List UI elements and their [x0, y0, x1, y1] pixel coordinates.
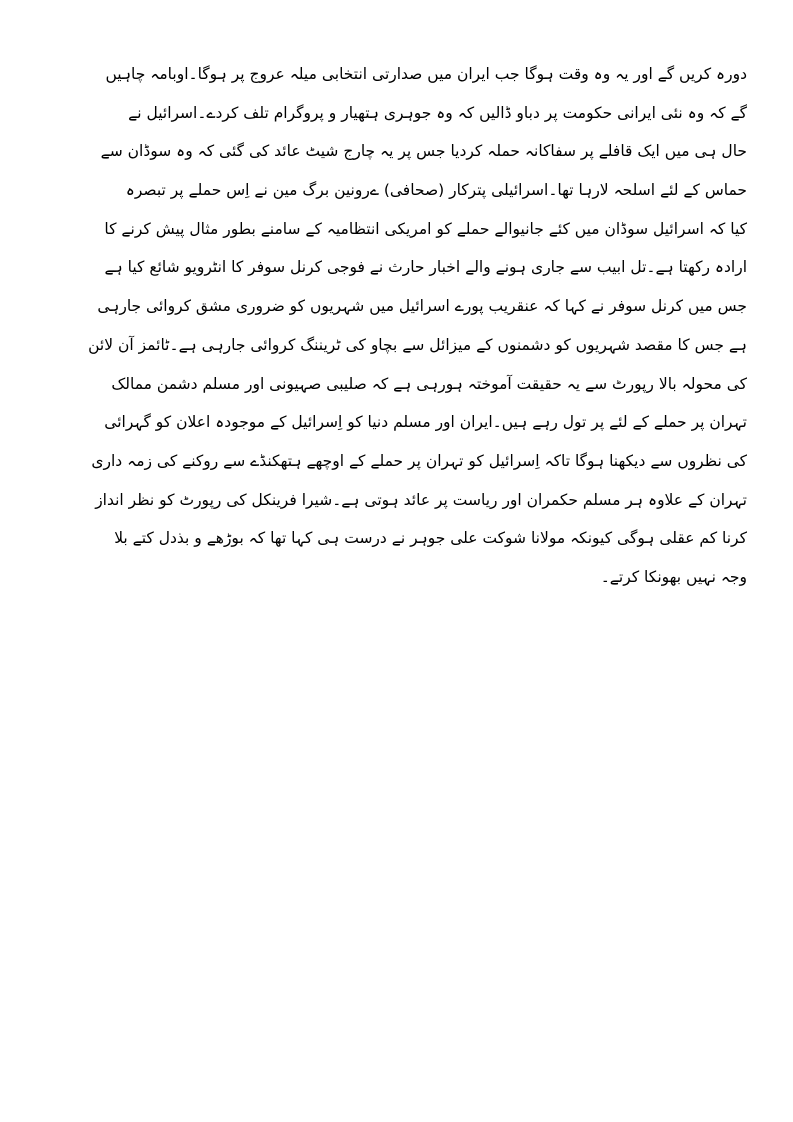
- text-line: جس میں کرنل سوفر نے کہا کہ عنقریب پورے اسرائیل میں شہریوں کو ضروری مشق کروائی جارہی: [97, 297, 747, 316]
- text-line: ارادہ رکھتا ہے۔تل ابیب سے جاری ہونے والے اخبار حارث نے فوجی کرنل سوفر کا انٹرویو شائع کیا ہے: [104, 258, 747, 277]
- text-line: حماس کے لئے اسلحہ لارہا تھا۔اسرائیلی پترکار (صحافی) ےرونین برگ مین نے اِس حملے پر تبصرہ: [125, 181, 747, 200]
- text-line: کی محولہ بالا رپورٹ سے یہ حقیقت آموختہ ہورہی ہے کہ صلیبی صہیونی اور مسلم دشمن ممالک: [111, 374, 747, 393]
- text-line: کی نظروں سے دیکھنا ہوگا تاکہ اِسرائیل کو تہران پر حملے کے اوچھے ہتھکنڈے سے روکنے کی زمہ داری: [91, 451, 747, 470]
- text-line: ہے جس کا مقصد شہریوں کو دشمنوں کے میزائل سے بچاو کی ٹریننگ کروائی جارہی ہے۔ٹائمز آن لائن: [88, 335, 747, 354]
- text-line: کیا کہ اسرائیل سوڈان میں کئے جانیوالے حملے کو امریکی انتظامیہ کے سامنے بطور مثال پیش کرنے کا: [104, 219, 747, 238]
- text-line: کرنا کم عقلی ہوگی کیونکہ مولانا شوکت علی جوہر نے درست ہی کہا تھا کہ بوڑھے و بذدل کتے بلا: [114, 529, 747, 548]
- text-line: تہران کے علاوہ ہر مسلم حکمران اور ریاست پر عائد ہوتی ہے۔شیرا فرینکل کی رپورٹ کو نظر انداز: [95, 490, 747, 509]
- text-line: تہران پر حملے کے لئے پر تول رہے ہیں۔ایران اور مسلم دنیا کو اِسرائیل کے موجودہ اعلان کو گہرائی: [104, 413, 747, 432]
- urdu-article-body: [44, 55, 747, 597]
- text-line: دورہ کریں گے اور یہ وہ وقت ہوگا جب ایران میں صدارتی انتخابی میلہ عروج پر ہوگا۔اوبامہ چاہیں: [105, 65, 747, 83]
- text-line: وجہ نہیں بھونکا کرتے۔: [600, 567, 747, 586]
- text-line: حال ہی میں ایک قافلے پر سفاکانہ حملہ کردیا جس پر یہ چارج شیٹ عائد کی گئی کہ وہ سوڈان سے: [100, 142, 747, 161]
- text-line: گے کہ وہ نئی ایرانی حکومت پر دباو ڈالیں کہ وہ جوہری ہتھیار و پروگرام تلف کردے۔اسرائیل نے: [128, 103, 747, 122]
